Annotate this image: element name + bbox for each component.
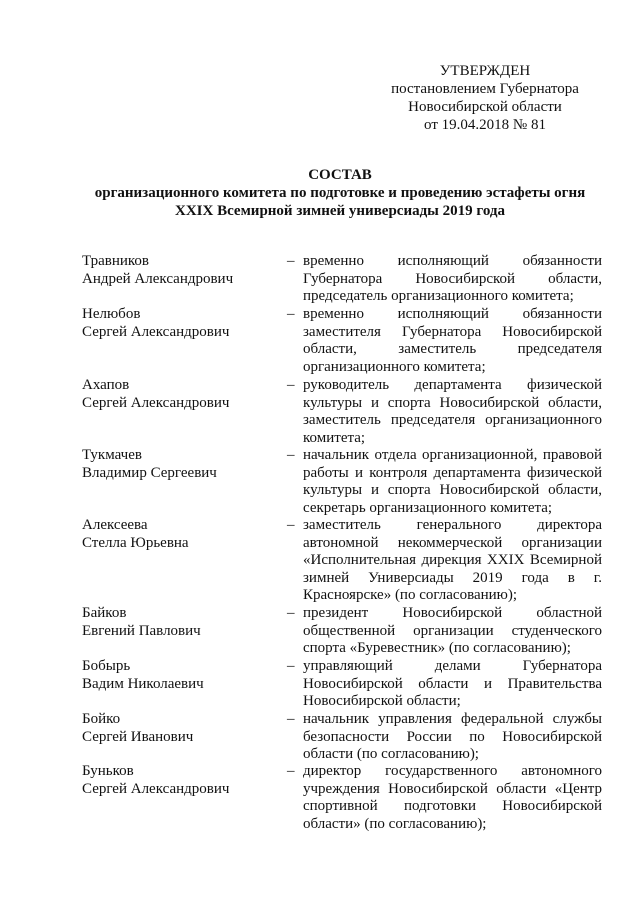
- member-role: директор государственного автономного учреждения Новосибирской области «Центр спортивной подготовки Новосибирской области» (по согласованию);: [303, 763, 602, 832]
- title-heading: СОСТАВ: [308, 167, 372, 183]
- approval-region: Новосибирской области: [408, 99, 562, 115]
- member-surname: Нелюбов: [82, 306, 141, 322]
- member-name: [82, 658, 272, 693]
- member-dash: –: [287, 377, 295, 393]
- member-surname: Бойко: [82, 711, 121, 727]
- member-given-name: Сергей Александрович: [82, 780, 230, 797]
- member-name: [82, 253, 272, 288]
- member-given-name: Сергей Александрович: [82, 394, 230, 411]
- member-given-name: Андрей Александрович: [82, 270, 234, 287]
- member-surname: Травников: [82, 253, 149, 269]
- member-surname: Ахапов: [82, 377, 130, 393]
- member-name: [82, 605, 272, 640]
- member-role: президент Новосибирской областной общественной организации студенческого спорта «Буревестник» (по согласованию);: [303, 605, 602, 656]
- member-given-name: Владимир Сергеевич: [82, 464, 217, 481]
- approval-decree: постановлением Губернатора: [391, 81, 579, 97]
- title-line-2: организационного комитета по подготовке и проведению эстафеты огня: [94, 185, 586, 201]
- member-name: [82, 306, 272, 341]
- member-dash: –: [287, 447, 295, 463]
- member-surname: Алексеева: [82, 517, 148, 533]
- approval-stamp: [380, 62, 590, 134]
- member-name: [82, 517, 272, 552]
- approval-heading: УТВЕРЖДЕН: [439, 63, 531, 79]
- member-name: [82, 447, 272, 482]
- member-surname: Буньков: [82, 763, 134, 779]
- member-surname: Тукмачев: [82, 447, 142, 463]
- approval-date-number: от 19.04.2018 № 81: [424, 117, 546, 133]
- member-role: начальник отдела организационной, правовой работы и контроля департамента физической культуры и спорта Новосибирской области, секретарь организационного комитета;: [303, 447, 602, 516]
- member-dash: –: [287, 253, 295, 269]
- member-given-name: Стелла Юрьевна: [82, 534, 189, 551]
- document-title: [60, 166, 620, 220]
- member-surname: Байков: [82, 605, 127, 621]
- member-name: [82, 377, 272, 412]
- member-role: временно исполняющий обязанности Губернатора Новосибирской области, председатель организационного комитета;: [303, 253, 602, 304]
- member-dash: –: [287, 517, 295, 533]
- member-role: заместитель генерального директора автономной некоммерческой организации «Исполнительная дирекция XXIX Всемирной зимней Универсиады 2019 года в г. Красноярске» (по согласованию);: [303, 517, 602, 603]
- member-role: управляющий делами Губернатора Новосибирской области и Правительства Новосибирской области;: [303, 658, 602, 709]
- member-role: временно исполняющий обязанности заместителя Губернатора Новосибирской области, заместитель председателя организационного комитета;: [303, 306, 602, 375]
- member-role: руководитель департамента физической культуры и спорта Новосибирской области, заместитель председателя организационного комитета;: [303, 377, 602, 446]
- member-given-name: Вадим Николаевич: [82, 675, 204, 692]
- title-line-3: XXIX Всемирной зимней универсиады 2019 года: [175, 203, 505, 219]
- member-given-name: Евгений Павлович: [82, 622, 201, 639]
- member-dash: –: [287, 658, 295, 674]
- member-given-name: Сергей Александрович: [82, 323, 230, 340]
- member-dash: –: [287, 711, 295, 727]
- member-dash: –: [287, 306, 295, 322]
- member-given-name: Сергей Иванович: [82, 728, 194, 745]
- member-surname: Бобырь: [82, 658, 131, 674]
- member-dash: –: [287, 763, 295, 779]
- member-dash: –: [287, 605, 295, 621]
- member-role: начальник управления федеральной службы безопасности России по Новосибирской области (по согласованию);: [303, 711, 602, 762]
- member-name: [82, 711, 272, 746]
- member-name: [82, 763, 272, 798]
